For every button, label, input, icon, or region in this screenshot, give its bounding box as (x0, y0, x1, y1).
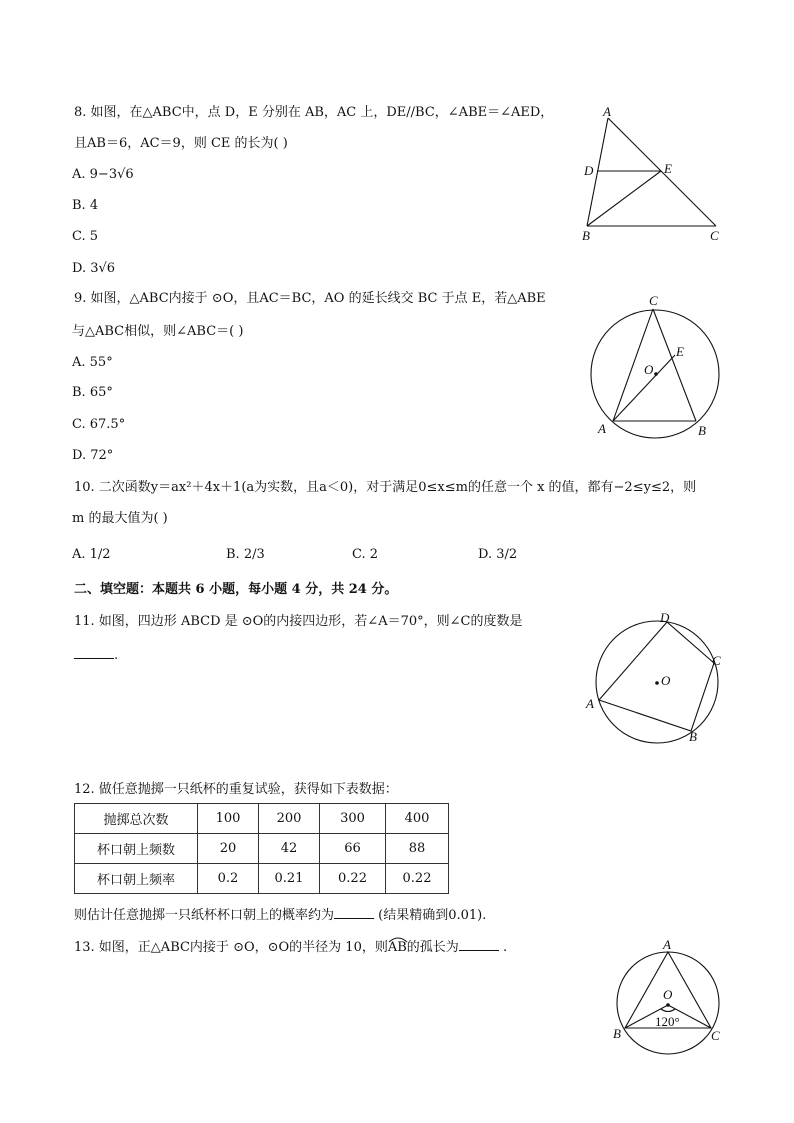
segment-bc (653, 309, 696, 421)
q8-label-c: C (710, 228, 719, 243)
answer-blank[interactable] (459, 938, 499, 951)
table-cell: 66 (320, 834, 386, 864)
q10-option-c: C. 2 (352, 547, 379, 562)
arc-ab-notation (388, 940, 407, 956)
table-cell: 杯口朝上频数 (75, 834, 198, 864)
q9-stem-line2: 与△ABC相似，则∠ABC＝( ) (72, 324, 244, 339)
table-cell: 0.22 (386, 864, 449, 894)
q9-option-b: B. 65° (72, 385, 113, 400)
q12-after-post: (结果精确到0.01). (378, 908, 487, 923)
q13-label-c: C (711, 1028, 720, 1043)
table-cell: 杯口朝上频率 (75, 864, 198, 894)
center-point (655, 681, 659, 685)
quadrilateral-abcd (599, 622, 714, 731)
table-cell: 抛掷总次数 (75, 804, 198, 834)
segment-ac (608, 118, 716, 226)
q13-circle-figure (605, 935, 735, 1060)
q12-stem-line1: 12. 做任意抛掷一只纸杯的重复试验，获得如下表数据： (74, 782, 398, 797)
center-point (666, 1003, 670, 1007)
table-cell: 20 (198, 834, 259, 864)
table-cell: 0.22 (320, 864, 386, 894)
q8-option-b: B. 4 (72, 198, 99, 213)
table-row (75, 804, 449, 834)
q10-option-b: B. 2/3 (226, 547, 265, 562)
q9-label-c: C (649, 293, 658, 308)
q8-label-a: A (603, 104, 611, 119)
table-cell: 400 (386, 804, 449, 834)
q8-option-a: A. 9−3√6 (72, 167, 134, 182)
q8-label-d: D (584, 163, 594, 178)
q8-option-c: C. 5 (72, 229, 99, 244)
table-cell: 88 (386, 834, 449, 864)
q11-circle-figure (580, 605, 730, 755)
q13-period: . (502, 940, 508, 955)
q13-angle-label: 120° (655, 1014, 680, 1029)
table-cell: 200 (259, 804, 320, 834)
q13-stem-line1 (74, 938, 507, 956)
table-row (75, 834, 449, 864)
q13-label-o: O (663, 987, 673, 1002)
q11-label-o: O (661, 673, 671, 688)
q10-stem-line1: 10. 二次函数y＝ax²＋4x＋1(a为实数，且a＜0)，对于满足0≤x≤m的任意一个 x 的值，都有−2≤y≤2，则 (74, 480, 697, 495)
answer-blank[interactable] (74, 646, 114, 659)
q12-after-pre: 则估计任意抛掷一只纸杯杯口朝上的概率约为 (74, 908, 335, 923)
q9-label-b: B (698, 423, 706, 438)
table-cell: 100 (198, 804, 259, 834)
q8-triangle-figure (570, 100, 730, 250)
q9-option-d: D. 72° (72, 448, 114, 463)
q11-label-a: A (586, 696, 594, 711)
q11-answer-line (74, 646, 118, 664)
q8-option-d: D. 3√6 (72, 261, 116, 276)
q10-option-a: A. 1/2 (72, 547, 111, 562)
q13-label-b: B (613, 1026, 621, 1041)
q13-stem-pre: 13. 如图，正△ABC内接于 ⊙O，⊙O的半径为 10，则 (74, 940, 388, 955)
q8-stem-line2: 且AB＝6，AC＝9，则 CE 的长为( ) (74, 136, 288, 151)
q8-label-b: B (582, 228, 590, 243)
table-cell: 300 (320, 804, 386, 834)
table-cell: 0.21 (259, 864, 320, 894)
q13-stem-post: 的孤长为 (406, 940, 459, 955)
angle-arc (661, 1009, 675, 1012)
q11-stem-line1: 11. 如图，四边形 ABCD 是 ⊙O的内接四边形，若∠A＝70°，则∠C的度数是 (74, 614, 523, 629)
q9-option-a: A. 55° (72, 355, 113, 370)
q13-label-a: A (663, 937, 671, 952)
q10-option-d: D. 3/2 (478, 547, 518, 562)
q12-after-line (74, 906, 486, 924)
circle-o (617, 952, 719, 1054)
q8-stem-line1: 8. 如图，在△ABC中，点 D，E 分别在 AB，AC 上，DE//BC，∠ABE＝∠AED， (74, 105, 554, 120)
q9-label-a: A (598, 421, 606, 436)
arc-symbol-icon (388, 935, 408, 943)
q11-label-c: C (712, 653, 721, 668)
center-point (654, 372, 658, 376)
table-cell: 42 (259, 834, 320, 864)
q11-period: . (114, 648, 119, 663)
q9-label-e: E (676, 344, 684, 359)
q10-stem-line2: m 的最大值为( ) (72, 511, 168, 526)
q9-label-o: O (644, 362, 654, 377)
table-cell: 0.2 (198, 864, 259, 894)
q9-option-c: C. 67.5° (72, 417, 126, 432)
q9-stem-line1: 9. 如图，△ABC内接于 ⊙O，且AC＝BC，AO 的延长线交 BC 于点 E，若△ABE (74, 291, 546, 306)
q11-label-b: B (689, 729, 697, 744)
section-heading: 二、填空题：本题共 6 小题，每小题 4 分，共 24 分。 (74, 582, 398, 597)
segment-be (587, 171, 661, 226)
arc-label: AB (387, 940, 407, 955)
q8-label-e: E (664, 161, 672, 176)
q9-circle-figure (580, 285, 730, 445)
table-row (75, 864, 449, 894)
q11-label-d: D (660, 610, 670, 625)
frequency-table (74, 803, 449, 894)
answer-blank[interactable] (334, 906, 374, 919)
